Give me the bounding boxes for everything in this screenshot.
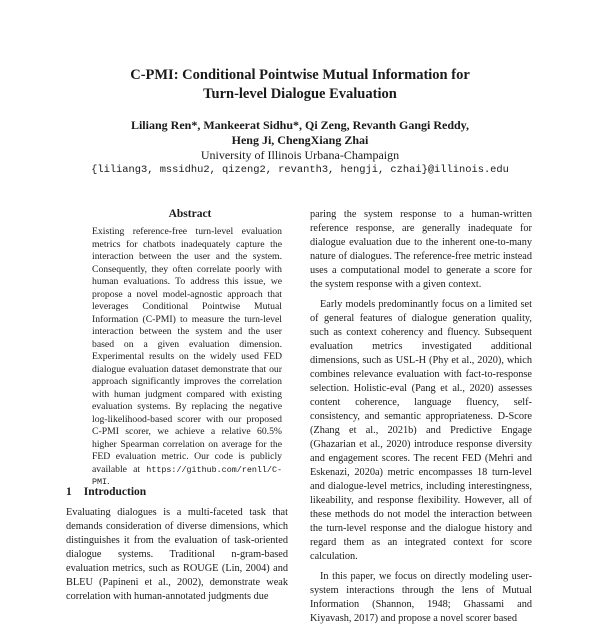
right-column: [310, 208, 532, 632]
authors-line-1: Liliang Ren*, Mankeerat Sidhu*, Qi Zeng, Revanth Gangi Reddy,: [130, 118, 470, 132]
right-paragraph-2: Early models predominantly focus on a limited set of general features of dialogue generation quality, such as context coherency and fluency. Subsequent evaluation metrics investigated additional dimensions, such as USL-H (Phy et al., 2020), which combines relevance evaluation with fact-to-response selection. Holistic-eval (Pang et al., 2020) assesses content coherence, language fluency, self-consistency, and semantic appropriateness. D-Score (Zhang et al., 2021b) and Predictive Engage (Ghazarian et al., 2020) introduce response diversity and engagement scores. The recent FED (Mehri and Eskenazi, 2020a) metric encompasses 18 turn-level and dialogue-level metrics, including interestingness, likeability, and response flexibility. However, all of these methods do not model the interaction between the turn-level response and the dialogue history and regard them as an integrated context for score calculation.: [310, 299, 532, 562]
title-line-1: C-PMI: Conditional Pointwise Mutual Information for: [130, 67, 470, 83]
author-emails: {liliang3, mssidhu2, qizeng2, revanth3, hengji, czhai}@illinois.edu: [91, 164, 509, 176]
abstract-end: .: [107, 476, 110, 487]
section-heading-introduction: [66, 486, 146, 498]
title-line-2: Turn-level Dialogue Evaluation: [203, 86, 397, 102]
abstract-body: [92, 226, 282, 489]
introduction-paragraph: Evaluating dialogues is a multi-faceted task that demands consideration of diverse dimensions, which distinguishes it from the evaluation of task-oriented dialogue systems. Traditional n-gram-based evaluation metrics, such as ROUGE (Lin, 2004) and BLEU (Papineni et al., 2002), demonstrate weak correlation with human-annotated judgments due: [66, 507, 288, 602]
right-paragraph-3: In this paper, we focus on directly modeling user-system interactions through the lens of Mutual Information (Shannon, 1948; Ghassami and Kiyavash, 2017) and propose a novel scorer based: [310, 571, 532, 624]
abstract-heading: Abstract: [168, 208, 212, 220]
authors-line-2: Heng Ji, ChengXiang Zhai: [231, 133, 369, 147]
section-title: Introduction: [83, 486, 147, 498]
right-paragraph-1: paring the system response to a human-written reference response, are generally inadequate for dialogue evaluation due to the inherent one-to-many nature of dialogues. The reference-free metric instead uses a computational model to generate a score for the system response with a given context.: [310, 209, 532, 290]
section-number: 1: [66, 486, 72, 498]
code-link[interactable]: https://github.com/renll/C-PMI: [92, 464, 282, 487]
affiliation: University of Illinois Urbana-Champaign: [200, 148, 400, 162]
abstract-text: Existing reference-free turn-level evaluation metrics for chatbots inadequately capture the interaction between the user and the system. Consequently, they often correlate poorly with human evaluations. To address this issue, we propose a novel model-agnostic approach that leverages Conditional Pointwise Mutual Information (C-PMI) to measure the turn-level interaction between the system and the user based on a given evaluation dimension. Experimental results on the widely used FED dialogue evaluation dataset demonstrate that our approach significantly improves the correlation with human judgment compared with existing evaluation systems. By replacing the negative log-likelihood-based scorer with our proposed C-PMI scorer, we achieve a relative 60.5% higher Spearman correlation on average for the FED evaluation metric. Our code is publicly available at: [92, 226, 282, 475]
author-list: [0, 118, 600, 148]
paper-title: [0, 66, 600, 104]
